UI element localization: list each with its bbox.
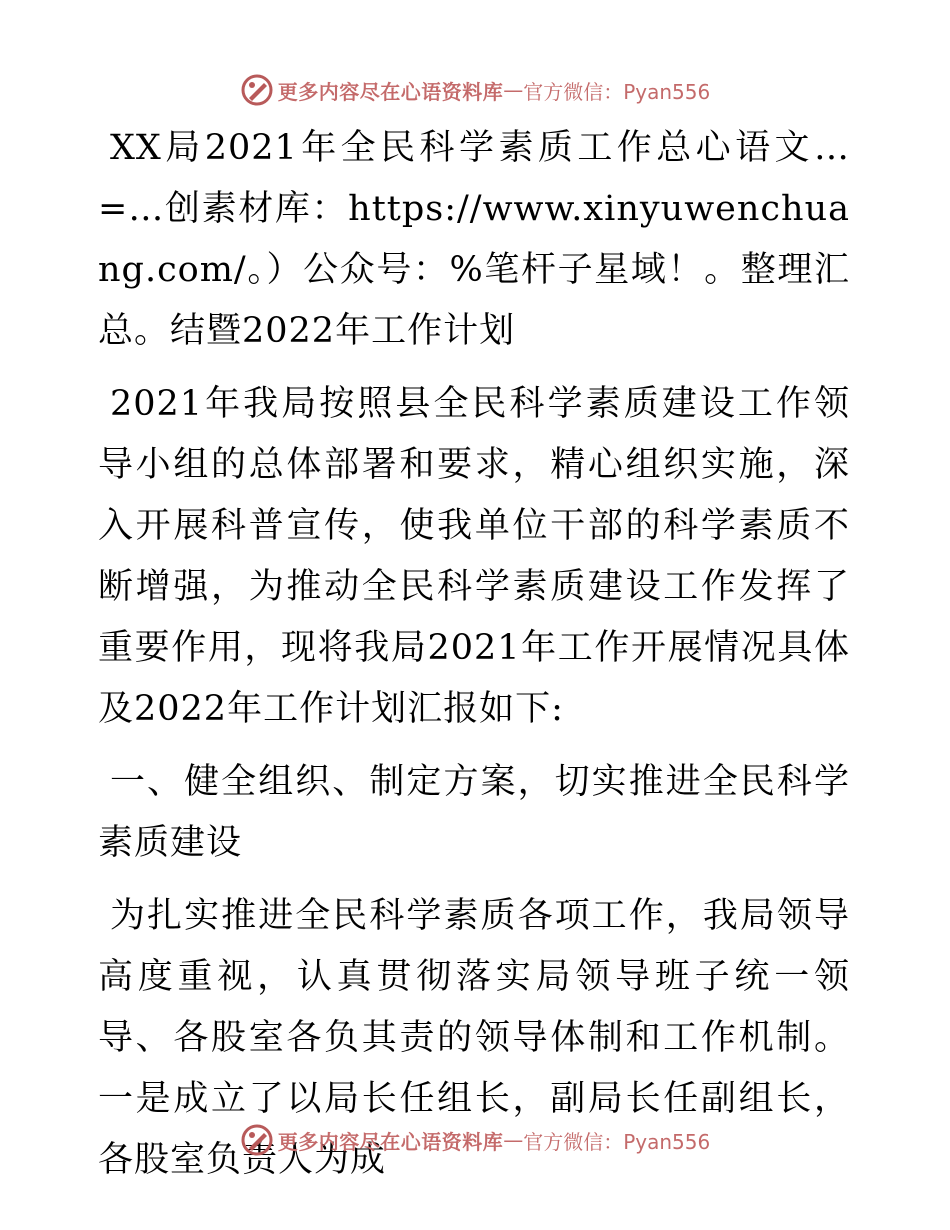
document-title-paragraph: XX局2021年全民科学素质工作总心语文…=…创素材库：https://www.xinyuwenchuang.com/。）公众号：%笔杆子星域！。整理汇总。结暨2022年工作计划 bbox=[98, 128, 850, 351]
section-1-paragraph: 为扎实推进全民科学素质各项工作，我局领导高度重视，认真贯彻落实局领导班子统一领导、各股室各负其责的领导体制和工作机制。一是成立了以局长任组长，副局长任副组长，各股室负责人为成 bbox=[98, 896, 850, 1180]
seal-icon bbox=[240, 1123, 274, 1157]
document-body bbox=[98, 118, 850, 1203]
footer-watermark bbox=[0, 1120, 950, 1160]
watermark-brand-text: 更多内容尽在心语资料库 bbox=[277, 79, 504, 104]
intro-paragraph: 2021年我局按照县全民科学素质建设工作领导小组的总体部署和要求，精心组织实施，深入开展科普宣传，使我单位干部的科学素质不断增强，为推动全民科学素质建设工作发挥了重要作用，现将我局2021年工作开展情况具体及2022年工作计划汇报如下: bbox=[98, 384, 850, 729]
watermark-dash: — bbox=[503, 78, 524, 102]
watermark-brand-text: 更多内容尽在心语资料库 bbox=[277, 1129, 504, 1154]
seal-icon bbox=[240, 73, 274, 107]
watermark-contact: 官方微信：Pyan556 bbox=[523, 79, 711, 104]
section-heading-1: 一、健全组织、制定方案，切实推进全民科学素质建设 bbox=[98, 762, 850, 863]
header-watermark bbox=[0, 70, 950, 110]
watermark-contact: 官方微信：Pyan556 bbox=[523, 1129, 711, 1154]
watermark-dash: — bbox=[503, 1128, 524, 1152]
